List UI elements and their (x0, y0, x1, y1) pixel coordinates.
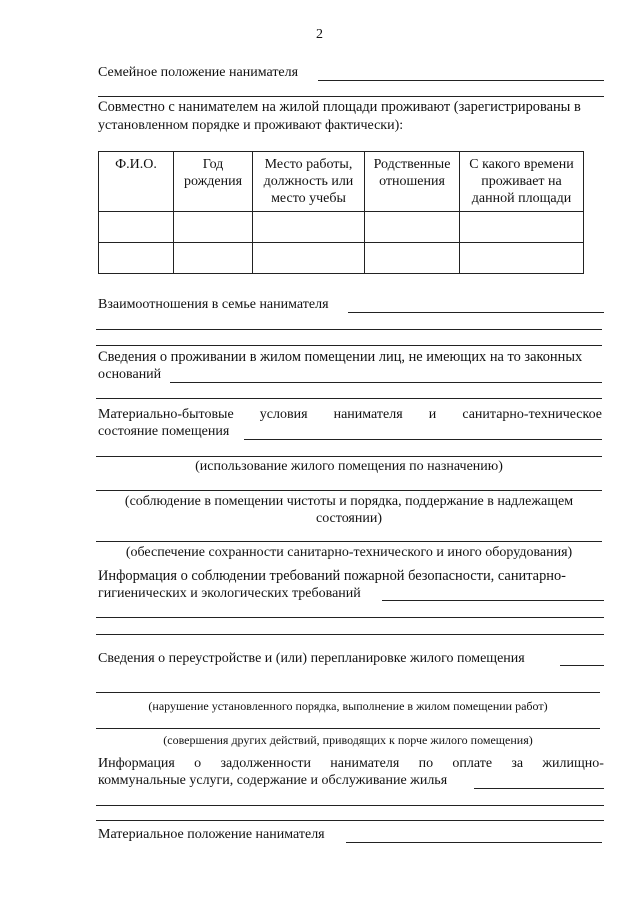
cleanliness-field[interactable] (96, 490, 602, 491)
debt-field-2[interactable] (96, 805, 604, 806)
hint-cleanliness-line1: (соблюдение в помещении чистоты и порядка, поддержание в надлежащем (124, 494, 574, 509)
family-relations-field[interactable] (348, 312, 604, 313)
redevelopment-label: Сведения о переустройстве и (или) перепланировке жилого помещения (98, 651, 525, 666)
cohabitants-intro-line1: Совместно с нанимателем на жилой площади проживают (зарегистрированы в (98, 99, 581, 115)
family-relations-field-3[interactable] (96, 345, 602, 346)
living-conditions-word: Материально-бытовые (98, 407, 234, 422)
fire-safety-line2: гигиенических и экологических требований (98, 586, 361, 601)
table-cell[interactable] (460, 212, 584, 243)
header-relation-line1: Родственные (373, 157, 451, 172)
violation-field[interactable] (96, 692, 600, 693)
table-cell[interactable] (365, 212, 460, 243)
fire-safety-field-2[interactable] (96, 617, 604, 618)
living-conditions-field[interactable] (244, 439, 602, 440)
hint-violation: (нарушение установленного порядка, выполнение в жилом помещении работ) (148, 699, 548, 713)
header-since-line2: проживает на (481, 174, 562, 189)
usage-field[interactable] (96, 456, 602, 457)
debt-line1 (98, 755, 604, 772)
table-row (99, 243, 584, 274)
marital-status-field-2[interactable] (98, 96, 604, 97)
debt-word: нанимателя (330, 756, 400, 771)
debt-word: за (511, 756, 524, 771)
header-workplace (253, 152, 365, 212)
table-cell[interactable] (99, 243, 174, 274)
hint-usage: (использование жилого помещения по назначению) (195, 459, 503, 474)
living-conditions-word: санитарно-техническое (462, 407, 602, 422)
debt-word: о (194, 756, 202, 771)
header-relation-line2: отношения (379, 174, 445, 189)
header-workplace-line3: место учебы (271, 191, 346, 206)
living-conditions-word: нанимателя (333, 407, 403, 422)
header-fio (99, 152, 174, 212)
cohabitants-table (98, 151, 584, 274)
marital-status-label: Семейное положение нанимателя (98, 65, 299, 80)
header-birth-year-line2: рождения (183, 174, 243, 189)
header-since (460, 152, 584, 212)
fire-safety-line1: Информация о соблюдении требований пожарной безопасности, санитарно- (98, 568, 566, 584)
table-cell[interactable] (174, 212, 253, 243)
debt-word: Информация (98, 756, 175, 771)
living-conditions-word: условия (259, 407, 308, 422)
financial-status-label: Материальное положение нанимателя (98, 827, 325, 842)
table-cell[interactable] (253, 243, 365, 274)
redevelopment-field[interactable] (560, 665, 604, 666)
family-relations-label: Взаимоотношения в семье нанимателя (98, 297, 329, 312)
unlawful-residents-field-2[interactable] (96, 398, 602, 399)
table-cell[interactable] (460, 243, 584, 274)
page-number: 2 (316, 27, 323, 42)
hint-cleanliness-line2: состоянии) (315, 511, 383, 526)
hint-damage: (совершения других действий, приводящих к порче жилого помещения) (163, 733, 533, 747)
table-row (99, 212, 584, 243)
header-fio-text: Ф.И.О. (115, 157, 157, 172)
living-conditions-line1 (98, 406, 602, 423)
unlawful-residents-line2: оснований (98, 367, 162, 382)
header-workplace-line1: Место работы, (264, 157, 353, 172)
debt-field[interactable] (474, 788, 604, 789)
damage-field[interactable] (96, 728, 600, 729)
debt-line2: коммунальные услуги, содержание и обслуживание жилья (98, 773, 448, 788)
fire-safety-field[interactable] (382, 600, 604, 601)
family-relations-field-2[interactable] (96, 329, 602, 330)
debt-word: задолженности (220, 756, 311, 771)
unlawful-residents-line1: Сведения о проживании в жилом помещении лиц, не имеющих на то законных (98, 349, 583, 365)
header-since-line1: С какого времени (469, 157, 574, 172)
table-cell[interactable] (174, 243, 253, 274)
hint-equipment: (обеспечение сохранности санитарно-технического и иного оборудования) (125, 545, 573, 560)
debt-word: жилищно- (542, 756, 604, 771)
unlawful-residents-field[interactable] (170, 382, 602, 383)
marital-status-field[interactable] (318, 80, 604, 81)
fire-safety-field-3[interactable] (96, 634, 604, 635)
living-conditions-word: и (428, 407, 437, 422)
header-birth-year (174, 152, 253, 212)
living-conditions-line2: состояние помещения (98, 424, 230, 439)
header-relation (365, 152, 460, 212)
cohabitants-intro-line2: установленном порядке и проживают фактически): (98, 118, 404, 133)
header-workplace-line2: должность или (263, 174, 354, 189)
table-cell[interactable] (365, 243, 460, 274)
debt-field-3[interactable] (96, 820, 604, 821)
header-birth-year-line1: Год (202, 157, 224, 172)
debt-word: оплате (452, 756, 493, 771)
header-since-line3: данной площади (471, 191, 572, 206)
table-cell[interactable] (99, 212, 174, 243)
debt-word: по (418, 756, 434, 771)
table-header-row (99, 152, 584, 212)
equipment-field[interactable] (96, 541, 602, 542)
financial-status-field[interactable] (346, 842, 602, 843)
table-cell[interactable] (253, 212, 365, 243)
